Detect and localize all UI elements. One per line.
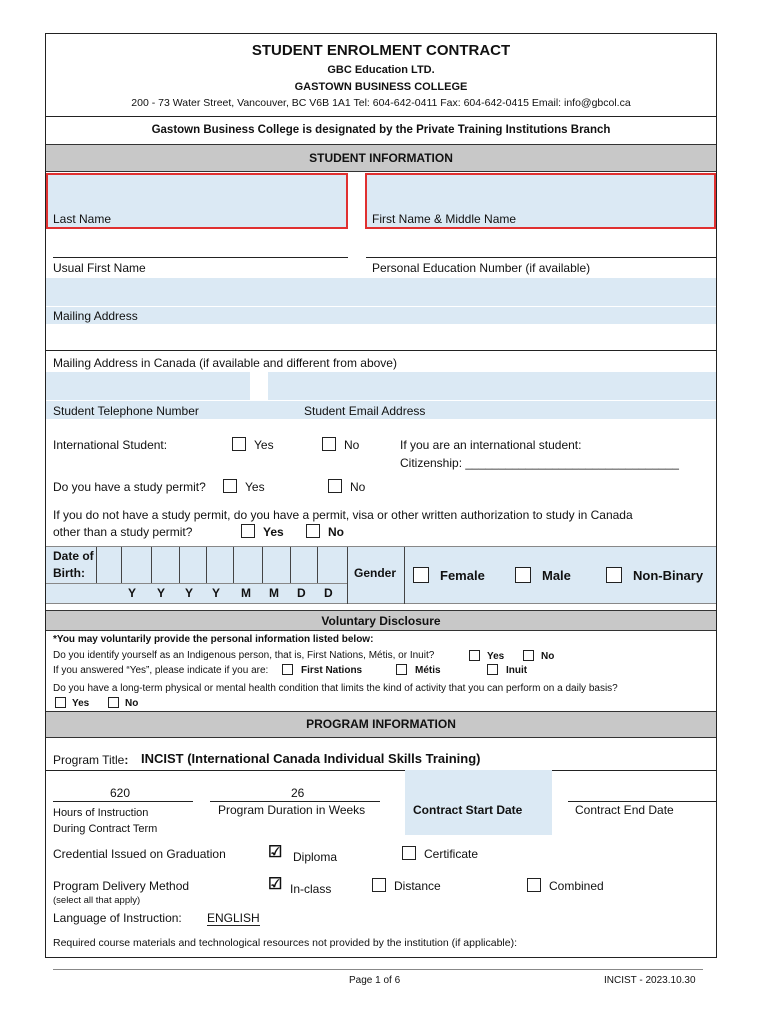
delivery-method-label: Program Delivery Method: [53, 879, 190, 893]
indigenous-yes-label: Yes: [487, 651, 505, 662]
program-title-value: INCIST (International Canada Individual Skills Training): [141, 751, 481, 766]
mailing-address-canada-label: Mailing Address in Canada (if available and different from above): [53, 356, 397, 370]
other-permit-no-checkbox[interactable]: [306, 524, 320, 538]
if-yes-question: If you answered “Yes”, please indicate if you are:: [53, 665, 269, 676]
in-class-label: In-class: [290, 882, 332, 896]
college-address: 200 - 73 Water Street, Vancouver, BC V6B 1A1 Tel: 604-642-0411 Fax: 604-642-0415 Email: info@gbcol.ca: [131, 97, 631, 109]
intl-note: If you are an international student:: [400, 438, 582, 452]
org-name: GBC Education LTD.: [327, 64, 435, 76]
male-label: Male: [542, 568, 571, 583]
intl-no-label: No: [344, 438, 360, 452]
other-permit-yes-label: Yes: [263, 525, 284, 539]
dob-divider: [96, 547, 97, 583]
document-code: INCIST - 2023.10.30: [604, 975, 696, 986]
other-permit-yes-checkbox[interactable]: [241, 524, 255, 538]
dob-divider: [46, 583, 347, 584]
permit-no-checkbox[interactable]: [328, 479, 342, 493]
other-permit-question: If you do not have a study permit, do you have a permit, visa or other written authorization to study in Canada: [53, 508, 633, 522]
email-field[interactable]: [268, 372, 716, 400]
program-title-label: Program Title:: [53, 753, 129, 767]
hours-label-2: During Contract Term: [53, 823, 158, 835]
other-permit-question-cont: other than a study permit?: [53, 525, 193, 539]
intl-yes-checkbox[interactable]: [232, 437, 246, 451]
metis-checkbox[interactable]: [396, 664, 407, 675]
diploma-label: Diploma: [293, 850, 338, 864]
combined-label: Combined: [549, 879, 604, 893]
permit-yes-checkbox[interactable]: [223, 479, 237, 493]
weeks-value: 26: [291, 786, 305, 800]
dob-char-d2: D: [324, 586, 333, 600]
gender-divider: [404, 547, 405, 604]
course-materials-label: Required course materials and technological resources not provided by the institution (if applicable):: [53, 937, 518, 949]
distance-checkbox[interactable]: [372, 878, 386, 892]
permit-no-label: No: [350, 480, 366, 494]
telephone-label: Student Telephone Number: [53, 404, 199, 418]
health-no-checkbox[interactable]: [108, 697, 119, 708]
program-title-line: [46, 770, 716, 771]
hours-field[interactable]: [53, 801, 193, 802]
in-class-checked-icon[interactable]: ☑: [268, 876, 283, 893]
intl-yes-label: Yes: [254, 438, 274, 452]
dob-divider: [262, 547, 263, 583]
indigenous-no-label: No: [541, 651, 555, 662]
health-no-label: No: [125, 698, 139, 709]
section-heading-voluntary: [46, 610, 716, 631]
usual-first-name-label: Usual First Name: [53, 261, 146, 275]
usual-first-name-field[interactable]: [53, 257, 348, 258]
dob-char-m1: M: [241, 586, 251, 600]
weeks-field[interactable]: [210, 801, 380, 802]
section-heading-program: PROGRAM INFORMATION: [46, 711, 716, 738]
footer-divider: [53, 969, 703, 970]
college-name: GASTOWN BUSINESS COLLEGE: [294, 81, 468, 93]
program-title-label-text: Program Title: [53, 753, 125, 767]
language-value: ENGLISH: [207, 911, 260, 925]
indigenous-yes-checkbox[interactable]: [469, 650, 480, 661]
credential-label: Credential Issued on Graduation: [53, 847, 226, 861]
indigenous-no-checkbox[interactable]: [523, 650, 534, 661]
dob-char-y4: Y: [212, 586, 221, 600]
designation-text: Gastown Business College is designated by the Private Training Institutions Branch: [151, 124, 611, 136]
international-student-label: International Student:: [53, 438, 168, 452]
indigenous-question: Do you identify yourself as an Indigenous person, that is, First Nations, Métis, or Inuit?: [53, 650, 435, 661]
mailing-address-field[interactable]: [46, 278, 716, 306]
contract-end-date-label: Contract End Date: [575, 803, 674, 817]
metis-label: Métis: [415, 665, 441, 676]
telephone-field[interactable]: [46, 372, 250, 400]
mailing-address-label: Mailing Address: [53, 309, 138, 323]
non-binary-label: Non-Binary: [633, 568, 704, 583]
contract-end-date-field[interactable]: [568, 801, 716, 802]
email-label: Student Email Address: [304, 404, 426, 418]
distance-label: Distance: [394, 879, 441, 893]
mailing-address-label-bg: [46, 307, 716, 324]
pen-field[interactable]: [366, 257, 716, 258]
intl-no-checkbox[interactable]: [322, 437, 336, 451]
dob-label: Date of: [53, 549, 94, 563]
dob-char-d1: D: [297, 586, 306, 600]
hours-value: 620: [110, 786, 131, 800]
dob-label-2: Birth:: [53, 566, 85, 580]
mailing-address-canada-field[interactable]: [46, 350, 716, 351]
certificate-label: Certificate: [424, 847, 479, 861]
other-permit-no-label: No: [328, 525, 344, 539]
divider: [46, 116, 716, 117]
dob-divider: [179, 547, 180, 583]
female-checkbox[interactable]: [413, 567, 429, 583]
male-checkbox[interactable]: [515, 567, 531, 583]
hours-label: Hours of Instruction: [53, 807, 149, 819]
certificate-checkbox[interactable]: [402, 846, 416, 860]
female-label: Female: [440, 568, 485, 583]
dob-char-m2: M: [269, 586, 279, 600]
dob-divider: [233, 547, 234, 583]
health-question: Do you have a long-term physical or mental health condition that limits the kind of activity that you can perform on a daily basis?: [53, 683, 618, 694]
health-yes-label: Yes: [72, 698, 90, 709]
inuit-label: Inuit: [506, 665, 528, 676]
dob-divider: [317, 547, 318, 583]
pen-label: Personal Education Number (if available): [372, 261, 591, 275]
dob-divider: [290, 547, 291, 583]
combined-checkbox[interactable]: [527, 878, 541, 892]
first-name-label: First Name & Middle Name: [372, 212, 517, 226]
delivery-method-note: (select all that apply): [53, 895, 141, 906]
dob-char-y1: Y: [128, 586, 137, 600]
dob-divider: [121, 547, 122, 583]
weeks-label: Program Duration in Weeks: [218, 803, 366, 817]
section-heading-student: STUDENT INFORMATION: [46, 144, 716, 172]
citizenship-field[interactable]: Citizenship: ________________________________: [400, 456, 679, 470]
dob-char-y2: Y: [157, 586, 166, 600]
first-nations-label: First Nations: [301, 665, 363, 676]
contract-start-date-label: Contract Start Date: [413, 803, 523, 817]
voluntary-heading-text: Voluntary Disclosure: [321, 614, 441, 628]
health-yes-checkbox[interactable]: [55, 697, 66, 708]
first-nations-checkbox[interactable]: [282, 664, 293, 675]
document-title: STUDENT ENROLMENT CONTRACT: [251, 42, 511, 59]
diploma-checked-icon[interactable]: ☑: [268, 844, 283, 861]
dob-divider: [151, 547, 152, 583]
dob-divider: [206, 547, 207, 583]
page-number: Page 1 of 6: [349, 975, 401, 986]
gender-label: Gender: [354, 566, 397, 580]
dob-char-y3: Y: [185, 586, 194, 600]
language-label: Language of Instruction:: [53, 911, 182, 925]
dob-divider: [347, 547, 348, 604]
inuit-checkbox[interactable]: [487, 664, 498, 675]
voluntary-intro: *You may voluntarily provide the personal information listed below:: [53, 634, 374, 645]
non-binary-checkbox[interactable]: [606, 567, 622, 583]
permit-yes-label: Yes: [245, 480, 265, 494]
last-name-label: Last Name: [53, 212, 112, 226]
study-permit-question: Do you have a study permit?: [53, 480, 206, 494]
